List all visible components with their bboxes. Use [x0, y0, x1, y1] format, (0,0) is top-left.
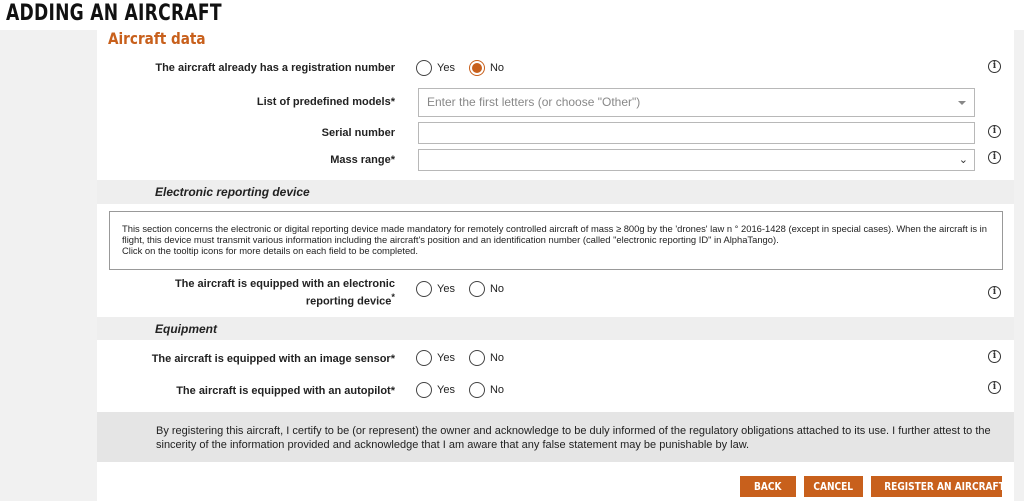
reporting-equipped-label-text: The aircraft is equipped with an electronic reporting device — [174, 278, 395, 308]
info-icon[interactable]: i — [988, 125, 1001, 138]
reporting-radio-group — [416, 281, 518, 297]
reporting-notice-hint: Click on the tooltip icons for more details on each field to be completed. — [122, 245, 418, 256]
autopilot-no-radio[interactable] — [469, 382, 485, 398]
image-sensor-yes-label[interactable]: Yes — [437, 352, 455, 364]
registration-yes-radio[interactable] — [416, 60, 432, 76]
reporting-section-band — [97, 180, 1014, 204]
registration-label: The aircraft already has a registration number — [155, 62, 395, 74]
autopilot-label: The aircraft is equipped with an autopilot* — [176, 385, 395, 397]
image-sensor-radio-group — [416, 350, 518, 366]
reporting-yes-radio[interactable] — [416, 281, 432, 297]
info-icon[interactable]: i — [988, 60, 1001, 73]
autopilot-yes-label[interactable]: Yes — [437, 384, 455, 396]
header-bar — [0, 0, 1024, 30]
cancel-button-label: CANCEL — [813, 480, 854, 493]
reporting-no-label[interactable]: No — [489, 283, 505, 295]
info-icon[interactable]: i — [988, 381, 1001, 394]
certification-box — [97, 412, 1014, 462]
register-aircraft-button-label: REGISTER AN AIRCRAFT — [884, 480, 1005, 493]
section-title-aircraft-data: Aircraft data — [108, 29, 206, 48]
registration-no-radio[interactable] — [469, 60, 485, 76]
image-sensor-no-label[interactable]: No — [489, 352, 505, 364]
registration-no-label[interactable]: No — [489, 62, 505, 74]
registration-yes-label[interactable]: Yes — [437, 62, 455, 74]
models-label: List of predefined models* — [256, 96, 395, 108]
image-sensor-no-radio[interactable] — [469, 350, 485, 366]
models-combobox[interactable] — [418, 88, 975, 117]
autopilot-radio-group — [416, 382, 518, 398]
equipment-section-band — [97, 317, 1014, 340]
reporting-yes-label[interactable]: Yes — [437, 283, 455, 295]
serial-number-input[interactable] — [418, 122, 975, 144]
page-title: ADDING AN AIRCRAFT — [6, 1, 222, 26]
autopilot-no-label[interactable]: No — [489, 384, 505, 396]
reporting-equipped-label — [127, 278, 395, 309]
image-sensor-label: The aircraft is equipped with an image sensor* — [151, 353, 395, 365]
reporting-notice — [109, 211, 1003, 270]
cancel-button[interactable] — [804, 476, 863, 497]
required-marker: * — [391, 292, 395, 302]
mass-range-select[interactable] — [418, 149, 975, 171]
info-icon[interactable]: i — [988, 151, 1001, 164]
mass-range-label: Mass range* — [330, 154, 395, 166]
reporting-no-radio[interactable] — [469, 281, 485, 297]
reporting-notice-text: This section concerns the electronic or digital reporting device made mandatory for remotely controlled aircraft of mass ≥ 800g by the 'drones' law n ° 2016-1428 (except in special cases). When the aircraft is in flight, this device must transmit various information including the aircraft's position and an identification number (called "electronic reporting ID" in AlphaTango). — [122, 223, 987, 245]
back-button-label: BACK — [754, 480, 782, 493]
autopilot-yes-radio[interactable] — [416, 382, 432, 398]
chevron-down-icon[interactable]: ⌄ — [958, 154, 968, 166]
info-icon[interactable]: i — [988, 286, 1001, 299]
caret-down-icon[interactable] — [958, 101, 966, 105]
registration-radio-group — [416, 60, 518, 76]
image-sensor-yes-radio[interactable] — [416, 350, 432, 366]
certification-text: By registering this aircraft, I certify to be (or represent) the owner and acknowledge to be duly informed of the regulatory obligations attached to its use. I further attest to the sincerity of the information provided and acknowledge that I am aware that any false statement may be punishable by law. — [156, 425, 991, 451]
models-placeholder: Enter the first letters (or choose "Other") — [427, 95, 641, 109]
back-button[interactable] — [740, 476, 796, 497]
serial-number-label: Serial number — [321, 127, 395, 139]
form-panel — [97, 30, 1014, 501]
reporting-section-title: Electronic reporting device — [155, 185, 310, 199]
info-icon[interactable]: i — [988, 350, 1001, 363]
equipment-section-title: Equipment — [155, 322, 217, 336]
register-aircraft-button[interactable] — [871, 476, 1005, 497]
